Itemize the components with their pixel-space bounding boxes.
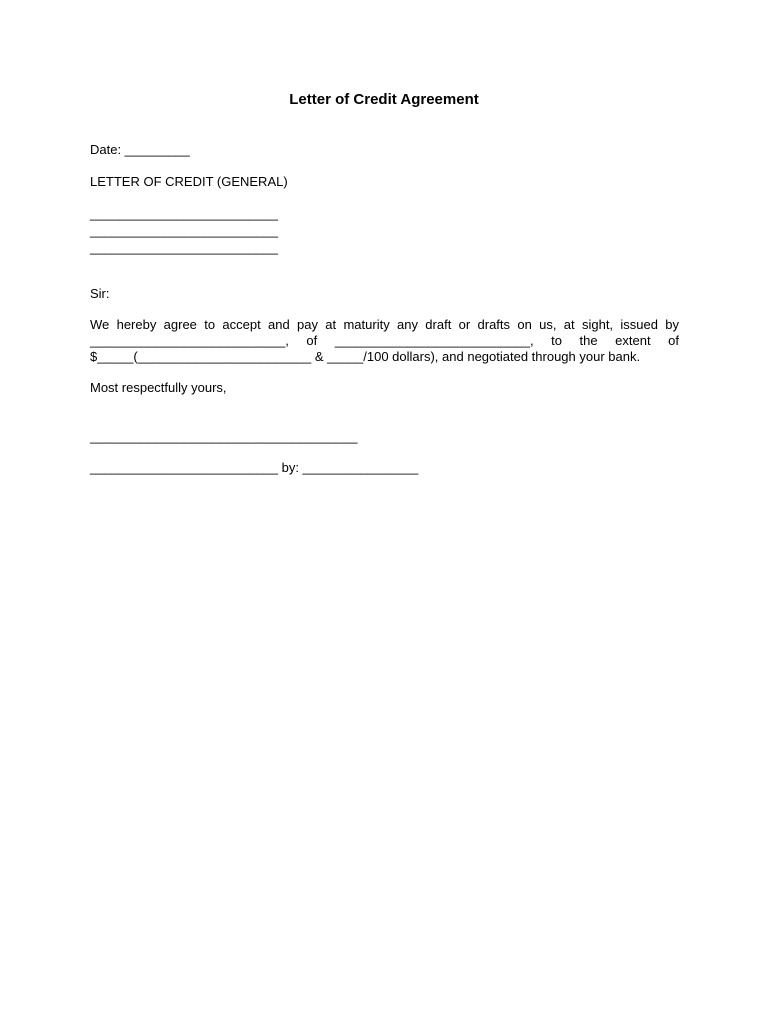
- salutation: Sir:: [90, 286, 110, 301]
- body-line-1: We hereby agree to accept and pay at maturity any draft or drafts on us, at sight, issued by: [90, 317, 679, 332]
- body-paragraph: [90, 317, 679, 365]
- closing: Most respectfully yours,: [90, 380, 227, 395]
- signature-line: _____________________________________: [90, 429, 358, 444]
- subject-line: LETTER OF CREDIT (GENERAL): [90, 174, 288, 189]
- body-line-2: ___________________________, of ___________________________, to the extent of: [90, 333, 679, 348]
- date-line: Date: _________: [90, 142, 190, 157]
- body-line-3: $_____(________________________ & _____/100 dollars), and negotiated through your bank.: [90, 349, 641, 364]
- address-line-3: __________________________: [90, 240, 278, 255]
- bank-by-line: __________________________ by: ________________: [90, 460, 419, 475]
- document-title: Letter of Credit Agreement: [289, 91, 479, 108]
- address-line-1: __________________________: [90, 206, 278, 221]
- address-line-2: __________________________: [90, 223, 278, 238]
